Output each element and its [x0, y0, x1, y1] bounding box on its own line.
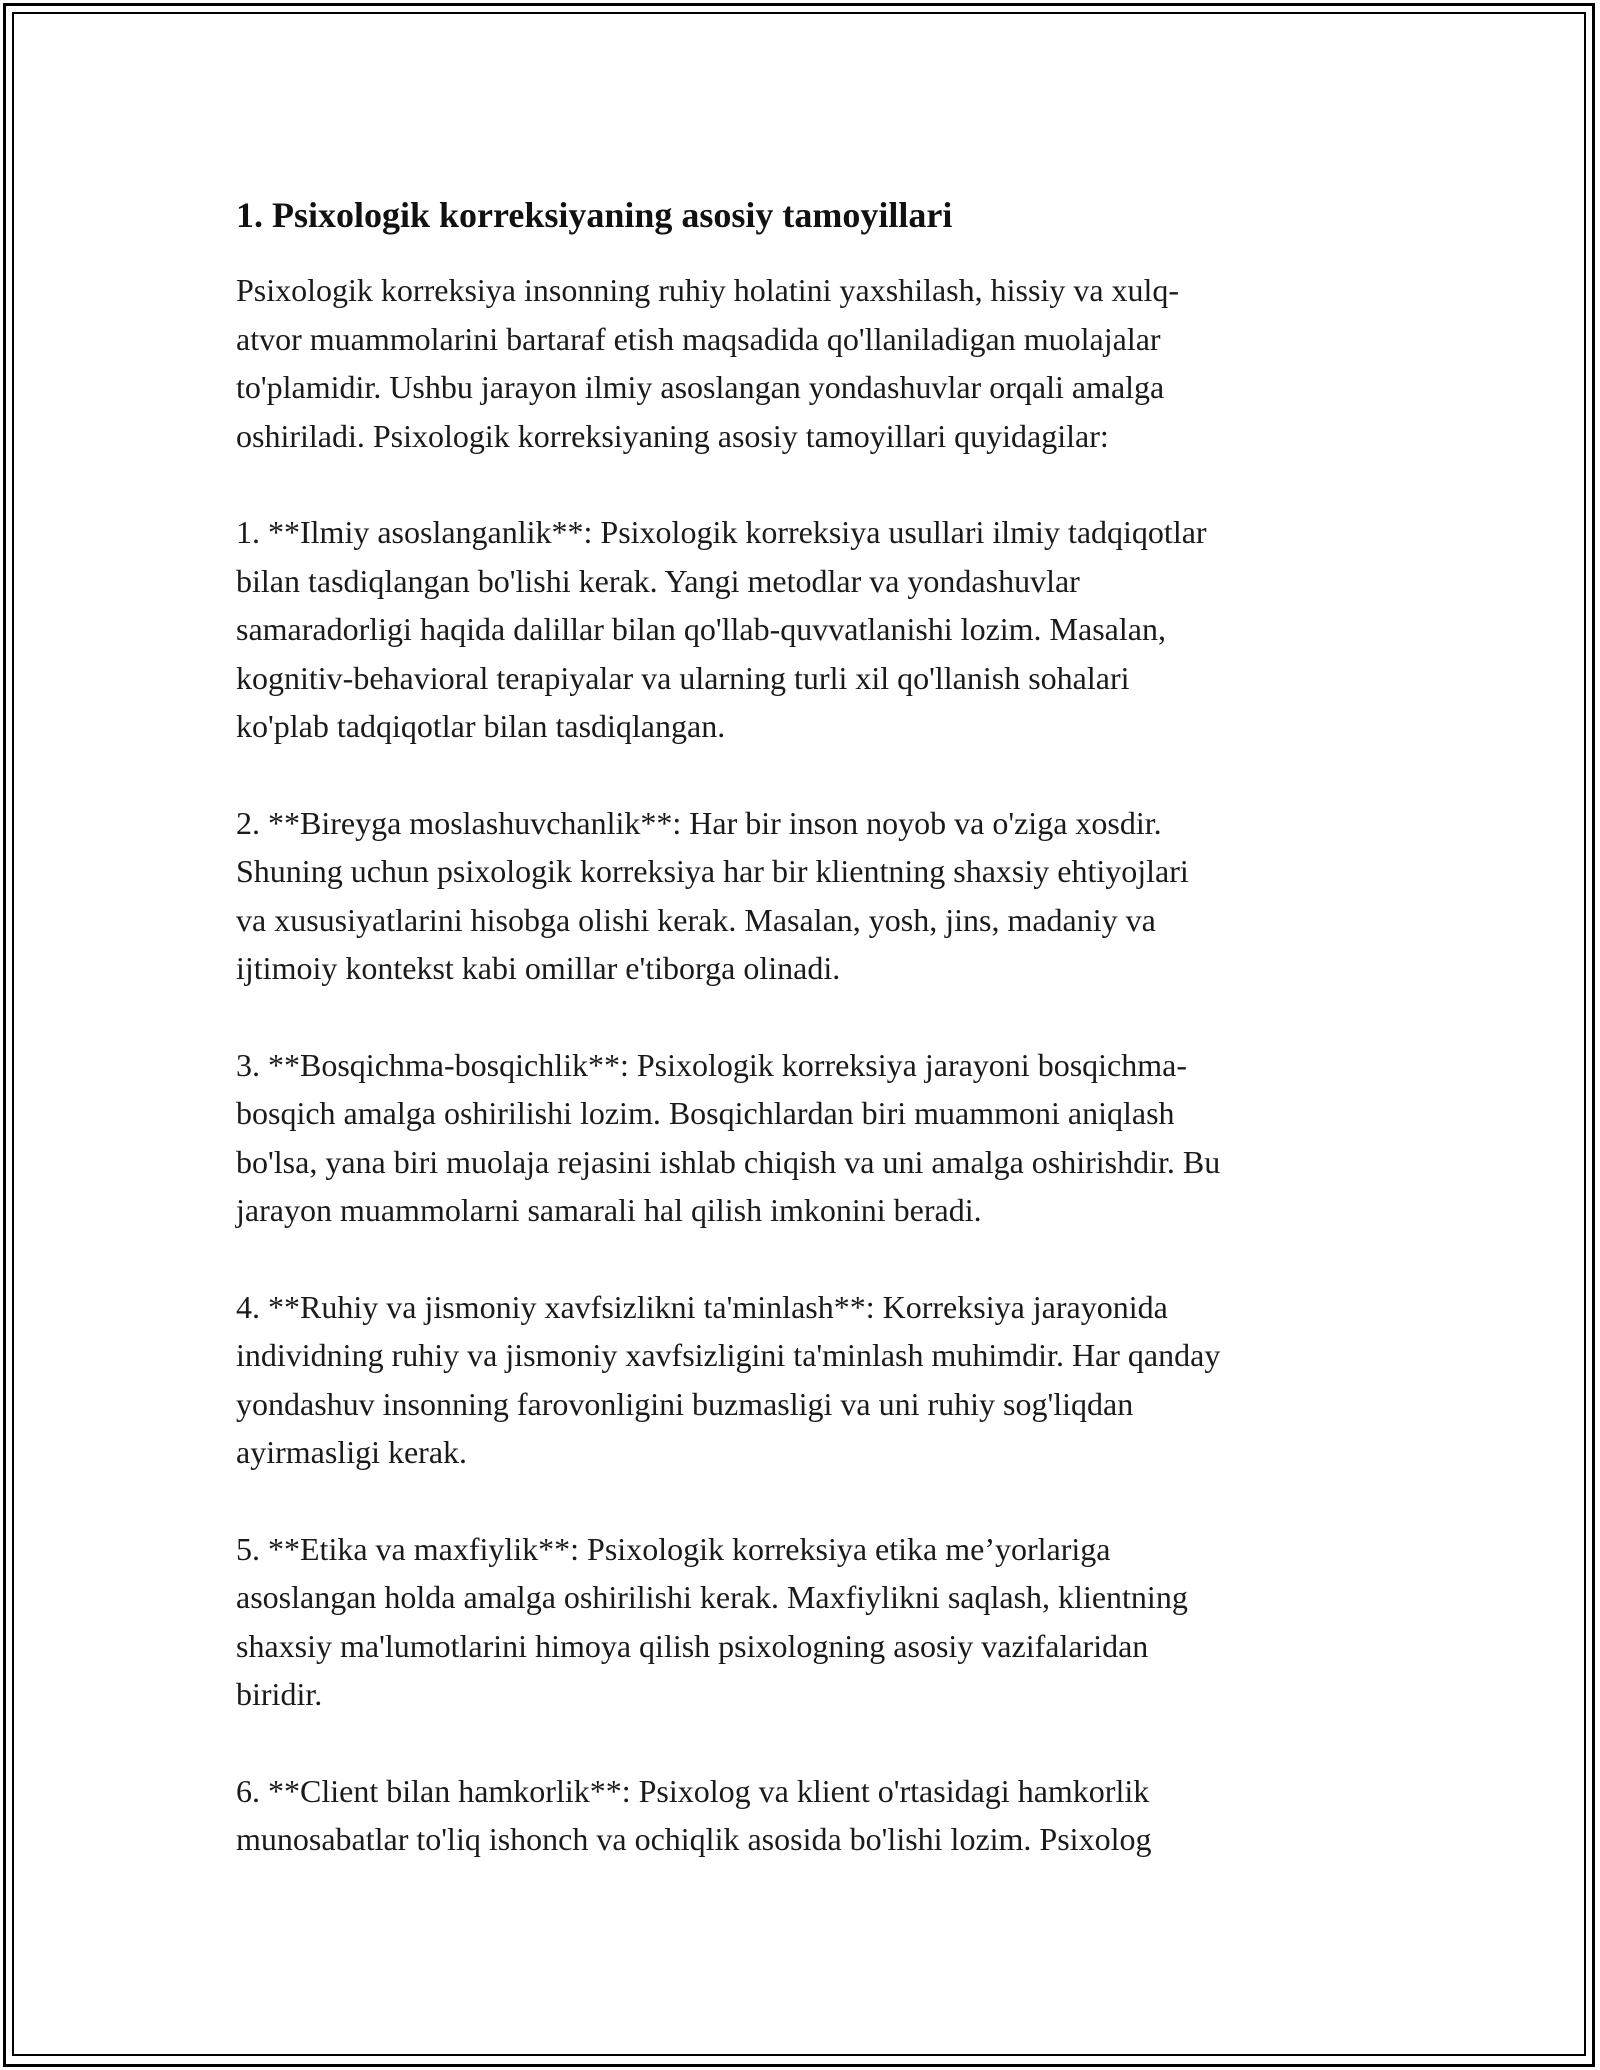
principle-paragraph-6: 6. **Client bilan hamkorlik**: Psixolog va klient o'rtasidagi hamkorlik munosabatlar to'liq ishonch va ochiqlik asosida bo'lishi lozim. Psixolog: [236, 1772, 1152, 1857]
section-title: 1. Psixologik korreksiyaning asosiy tamoyillari: [236, 195, 953, 235]
principle-paragraph-4: 4. **Ruhiy va jismoniy xavfsizlikni ta'minlash**: Korreksiya jarayonida individning ruhiy va jismoniy xavfsizligini ta'minlash muhimdir. Har qanday yondashuv insonning farovonligini buzmasligi va uni ruhiy sog'liqdan ayirmasligi kerak.: [236, 1288, 1221, 1470]
principle-paragraph-2: 2. **Bireyga moslashuvchanlik**: Har bir inson noyob va o'ziga xosdir. Shuning uchun psixologik korreksiya har bir klientning shaxsiy ehtiyojlari va xususiyatlarini hisobga olishi kerak. Masalan, yosh, jins, madaniy va ijtimoiy kontekst kabi omillar e'tiborga olinadi.: [236, 804, 1189, 986]
document-body: [236, 190, 1372, 1912]
principle-paragraph-5: 5. **Etika va maxfiylik**: Psixologik korreksiya etika me’yorlariga asoslangan holda amalga oshirilishi kerak. Maxfiylikni saqlash, klientning shaxsiy ma'lumotlarini himoya qilish psixologning asosiy vazifalaridan biridir.: [236, 1530, 1188, 1712]
principle-paragraph-3: 3. **Bosqichma-bosqichlik**: Psixologik korreksiya jarayoni bosqichma- bosqich amalga oshirilishi lozim. Bosqichlardan biri muammoni aniqlash bo'lsa, yana biri muolaja rejasini ishlab chiqish va uni amalga oshirishdir. Bu jarayon muammolarni samarali hal qilish imkonini beradi.: [236, 1046, 1221, 1228]
principle-paragraph-1: 1. **Ilmiy asoslanganlik**: Psixologik korreksiya usullari ilmiy tadqiqotlar bilan tasdiqlangan bo'lishi kerak. Yangi metodlar va yondashuvlar samaradorligi haqida dalillar bilan qo'llab-quvvatlanishi lozim. Masalan, kognitiv-behavioral terapiyalar va ularning turli xil qo'llanish sohalari ko'plab tadqiqotlar bilan tasdiqlangan.: [236, 514, 1207, 744]
intro-paragraph: Psixologik korreksiya insonning ruhiy holatini yaxshilash, hissiy va xulq- atvor muammolarini bartaraf etish maqsadida qo'llaniladigan muolajalar to'plamidir. Ushbu jarayon ilmiy asoslangan yondashuvlar orqali amalga oshiriladi. Psixologik korreksiyaning asosiy tamoyillari quyidagilar:: [236, 272, 1180, 454]
